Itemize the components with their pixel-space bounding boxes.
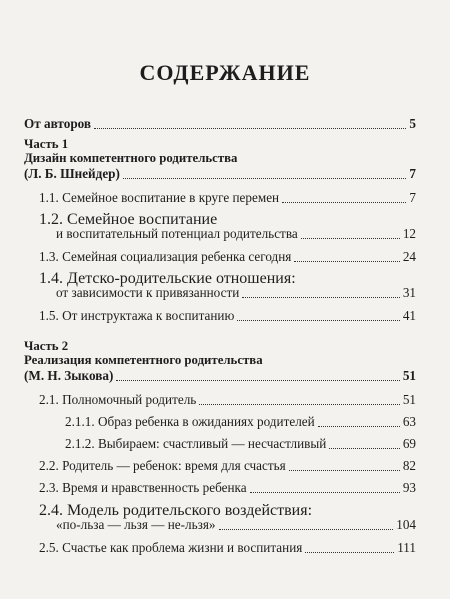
toc-entry-line: 2.4. Модель родительского воздействия:: [39, 502, 313, 519]
toc-entry[interactable]: [39, 308, 416, 324]
leader-dots: [305, 552, 394, 553]
toc-entry-label: 2.5. Счастье как проблема жизни и воспитания: [39, 540, 303, 555]
leader-dots: [294, 261, 399, 262]
leader-dots: [242, 297, 400, 298]
toc-page-number: 31: [402, 285, 416, 300]
toc-entry[interactable]: [39, 226, 416, 242]
toc-entry-label: и воспитательный потенциал родительства: [56, 226, 298, 241]
part-author: (М. Н. Зыкова): [24, 368, 114, 383]
toc-entry-label: 1.3. Семейная социализация ребенка сегодня: [39, 249, 292, 264]
leader-dots: [94, 128, 406, 129]
leader-dots: [237, 320, 399, 321]
toc-page-number: 69: [402, 436, 416, 451]
toc-entry-part-1[interactable]: [24, 166, 416, 182]
toc-entry[interactable]: [39, 249, 416, 265]
toc-entry-label: «по-льза — льзя — не-льзя»: [56, 517, 216, 532]
toc-entry-label: 1.1. Семейное воспитание в круге перемен: [39, 190, 280, 205]
toc-page-number: 82: [402, 458, 416, 473]
toc-page-number: 63: [402, 414, 416, 429]
leader-dots: [250, 492, 400, 493]
toc-entry[interactable]: [39, 285, 416, 301]
part-author: (Л. Б. Шнейдер): [24, 166, 120, 181]
toc-entry-line: 1.4. Детско-родительские отношения:: [39, 270, 296, 287]
part-number: Часть 1: [24, 137, 69, 151]
leader-dots: [282, 202, 406, 203]
toc-entry[interactable]: [39, 517, 416, 533]
toc-page-number: 111: [397, 540, 416, 555]
toc-entry-label: От авторов: [24, 116, 92, 131]
toc-entry[interactable]: [39, 480, 416, 496]
part-number: Часть 2: [24, 339, 69, 353]
toc-page-number: 12: [402, 226, 416, 241]
leader-dots: [199, 404, 400, 405]
leader-dots: [123, 178, 407, 179]
toc-entry[interactable]: [39, 540, 416, 556]
toc-entry-label: 2.1.1. Образ ребенка в ожиданиях родителей: [65, 414, 315, 429]
toc-entry-preface[interactable]: [24, 116, 416, 132]
toc-entry[interactable]: [39, 392, 416, 408]
toc-entry[interactable]: [39, 458, 416, 474]
toc-entry-label: 2.1.2. Выбираем: счастливый — несчастливый: [65, 436, 327, 451]
toc-page-number: 24: [402, 249, 416, 264]
toc-entry-part-2[interactable]: [24, 368, 416, 384]
toc-page-number: 41: [402, 308, 416, 323]
leader-dots: [219, 529, 394, 530]
toc-entry[interactable]: [65, 414, 416, 430]
page-title: СОДЕРЖАНИЕ: [139, 60, 311, 85]
leader-dots: [329, 448, 400, 449]
toc-entry-label: 2.2. Родитель — ребенок: время для счастья: [39, 458, 286, 473]
toc-page-number: 93: [402, 480, 416, 495]
toc-page-number: 7: [409, 190, 416, 205]
toc-page-number: 104: [396, 517, 416, 532]
toc-page-number: 5: [409, 116, 416, 131]
toc-entry-label: от зависимости к привязанности: [56, 285, 240, 300]
part-title: Дизайн компетентного родительства: [24, 151, 238, 165]
toc-entry-label: 2.3. Время и нравственность ребенка: [39, 480, 247, 495]
leader-dots: [318, 426, 400, 427]
part-title: Реализация компетентного родительства: [24, 353, 263, 367]
toc-entry[interactable]: [39, 190, 416, 206]
toc-entry-label: 1.5. От инструктажа к воспитанию: [39, 308, 235, 323]
toc-entry-label: 2.1. Полномочный родитель: [39, 392, 197, 407]
leader-dots: [301, 238, 400, 239]
leader-dots: [116, 380, 399, 381]
leader-dots: [289, 470, 400, 471]
toc-page-number: 7: [409, 166, 416, 181]
toc-page-number: 51: [402, 368, 416, 383]
toc-entry[interactable]: [65, 436, 416, 452]
toc-entry-line: 1.2. Семейное воспитание: [39, 211, 218, 228]
toc-page-number: 51: [402, 392, 416, 407]
